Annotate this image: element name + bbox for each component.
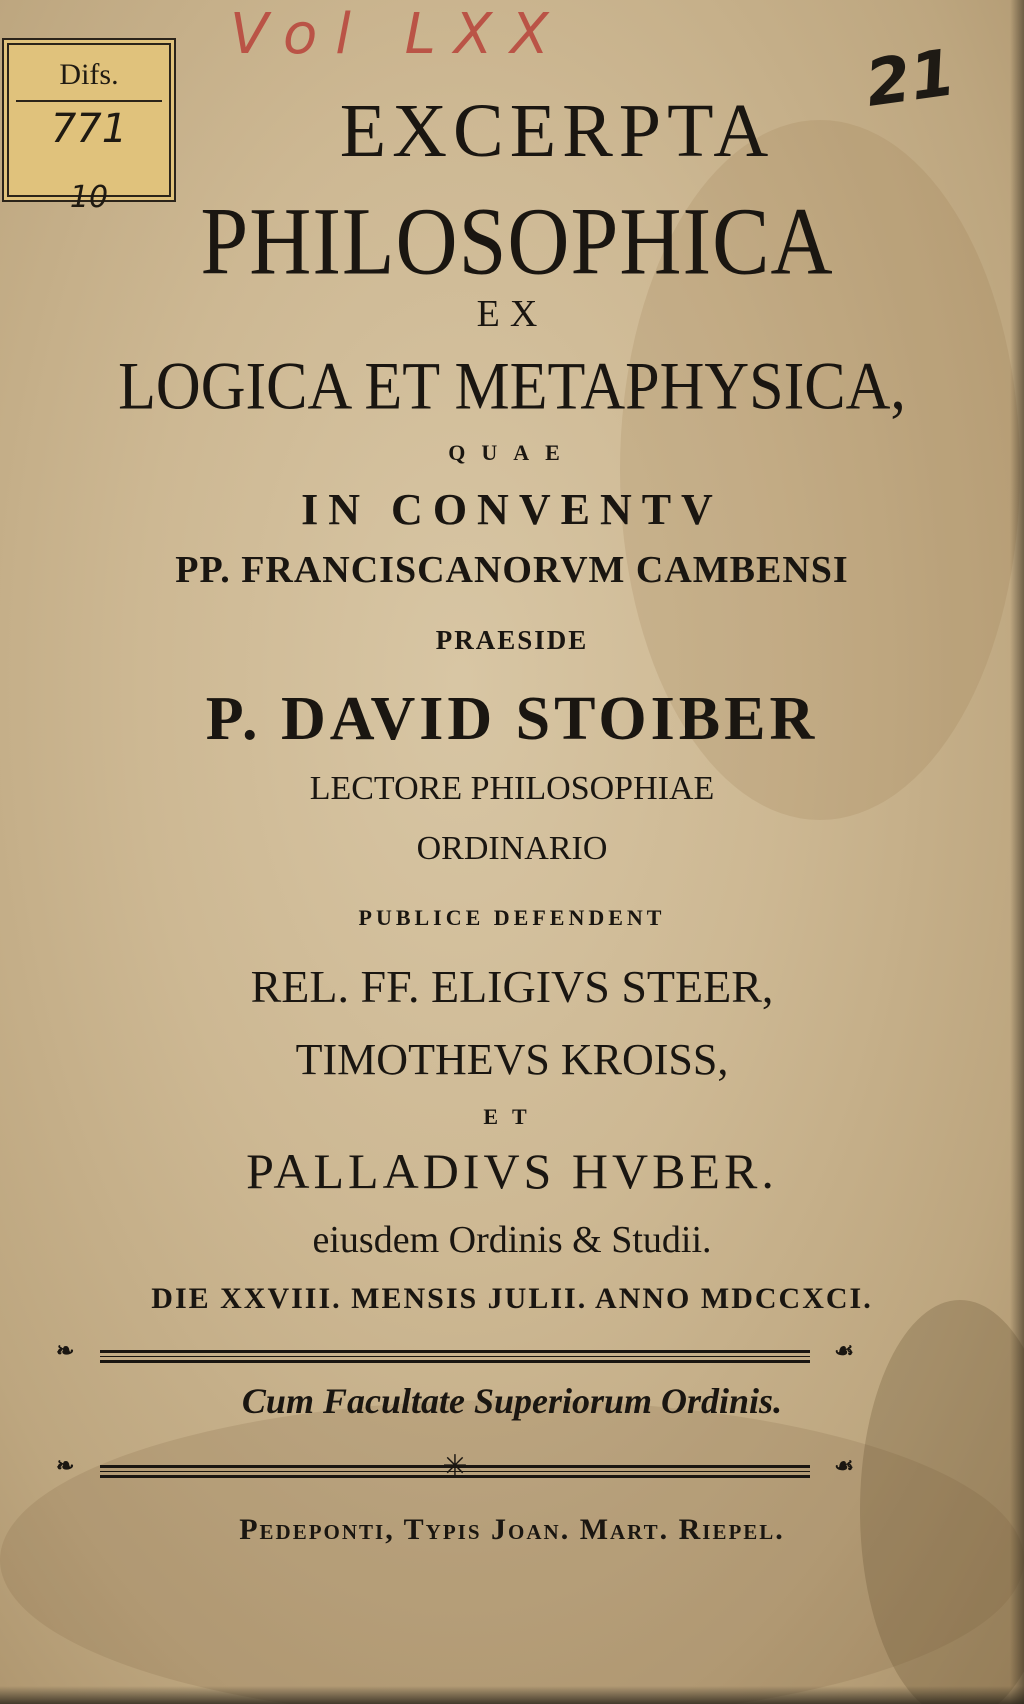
shelf-label-line-1: Difs. <box>59 58 119 91</box>
defendant-1: REL. FF. ELIGIVS STEER, <box>250 961 774 1012</box>
praeses-name: P. DAVID STOIBER <box>205 685 819 753</box>
title-philosophica: PHILOSOPHICA <box>200 187 834 295</box>
handwritten-number: 21 <box>861 36 960 122</box>
ornamental-rule <box>56 1338 854 1364</box>
handwritten-volume-note: Vol LXX <box>230 2 567 67</box>
text-lectore: LECTORE PHILOSOPHIAE <box>309 770 715 807</box>
disputation-date: DIE XXVIII. MENSIS JULII. ANNO MDCCXCI. <box>151 1282 873 1315</box>
defendant-2: TIMOTHEVS KROISS, <box>295 1035 729 1084</box>
text-praeside: PRAESIDE <box>435 625 589 655</box>
text-quae: QUAE <box>448 440 576 465</box>
text-et: ET <box>483 1104 541 1129</box>
ornament-right-icon: ☙ <box>834 1453 854 1479</box>
shelf-label-line-3: 10 <box>69 180 109 215</box>
ornament-left-icon: ❧ <box>56 1338 75 1364</box>
title-logica-metaphysica: LOGICA ET METAPHYSICA, <box>118 349 906 424</box>
shelf-label-line-2: 771 <box>50 106 128 152</box>
text-franciscanorum: PP. FRANCISCANORVM CAMBENSI <box>175 549 849 591</box>
ornament-left-icon: ❧ <box>56 1453 75 1479</box>
text-eiusdem: eiusdem Ordinis & Studii. <box>312 1219 712 1261</box>
title-ex: EX <box>476 293 548 335</box>
paper-stain <box>860 1300 1024 1704</box>
printer-imprint: Pedeponti, Typis Joan. Mart. Riepel. <box>239 1513 785 1546</box>
ornamental-rule <box>56 1449 854 1484</box>
paper-stain <box>0 1400 1024 1704</box>
text-cum-facultate: Cum Facultate Superiorum Ordinis. <box>241 1381 783 1421</box>
page-edge-shadow <box>0 1686 1024 1704</box>
text-ordinario: ORDINARIO <box>416 830 608 867</box>
defendant-3: PALLADIVS HVBER. <box>246 1143 778 1199</box>
text-in-conventu: IN CONVENTV <box>301 485 723 534</box>
ornament-right-icon: ☙ <box>834 1338 854 1364</box>
ornament-star-icon: ✳ <box>442 1449 468 1484</box>
text-publice-defendent: PUBLICE DEFENDENT <box>358 905 666 930</box>
title-excerpta: EXCERPTA <box>339 89 775 173</box>
